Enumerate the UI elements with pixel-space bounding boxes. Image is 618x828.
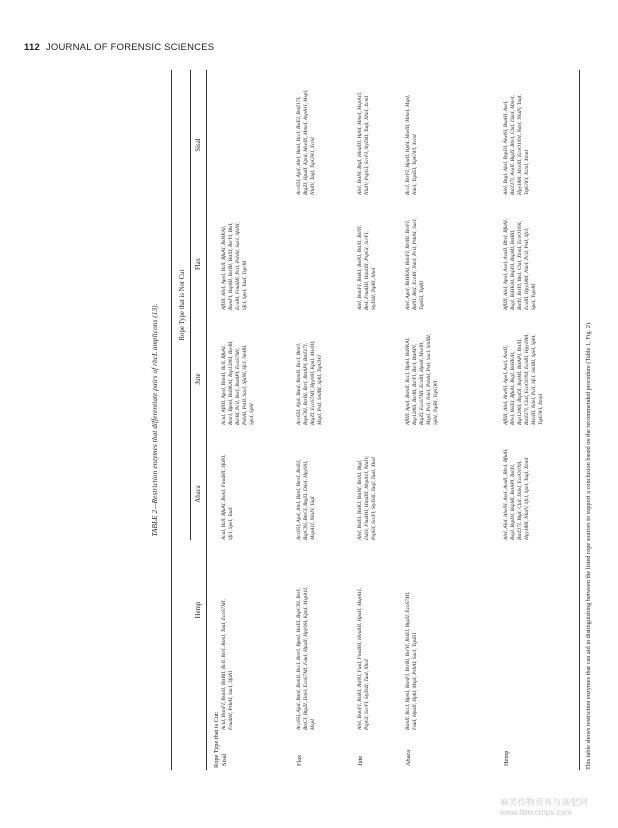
cell-jute-hemp: AleI, BsmFI, BsiKI, BstNI, FauI, Fnu4HI, HindIII, HpaII, MspA1I, PspGI, ScrFI, StyD4I, TaaI, XhoI — [357, 588, 370, 730]
cell-jute-flax: AleI, BsmFI, BstKI, BstNI, BstXI, BstYI, BtsI, Fnu4HI, HindIII, PspGI, ScrFI, StyD4I, TspRI, XhoI — [357, 225, 377, 310]
cell-hemp-jute: AflIII, AloI, AlwNI, ApoI, AseI, AvaII, BbvI, BsiEI, BfuAI, BsgI, BsHKAI, Bsp1286I, BspDI, BspMI, BstAPI, BstXI, BstZ17I, ClaI, EcoO109I, EcoRI, Hpy188I, MseIII, NdeI, PciI, SfcI, SmlBI, SpeI, SphI, TspGWI, XmnI — [503, 333, 544, 425]
running-title: JOURNAL OF FORENSIC SCIENCES — [45, 42, 215, 53]
table-title: TABLE 2—Restriction enzymes that differentiate pairs of rbcL amplicons (13). — [151, 303, 159, 537]
rotated-table-page — [150, 70, 595, 770]
row-label-sisal: Sisal — [221, 753, 228, 766]
cell-flax-sisal: Acc65I, AjuI, AleI, BanI, BccI, BsiEI, BstZ17I, BtgZI, HpaII, KpnI, MseIII, MmeI, AspA1I, MspI, NlaIV, TaqI, TspGWI, XcmI — [296, 89, 316, 195]
table-footnote: This table shows restriction enzymes that can aid in distinguishing between the listed rope sources to support a conclusion based on the recommended procedure (Table 1, Fig. 2). — [585, 321, 592, 770]
cell-abaca-sisal: BccI, BsrFI, HpaII, HphI, MseIII, MmeI, MspI, NdeI, Tsp45I, TspGWI, XcmI — [405, 94, 418, 195]
row-label-flax: Flax — [296, 754, 303, 766]
top-rule — [171, 70, 172, 770]
row-label-hemp: Hemp — [503, 750, 510, 766]
cell-abaca-flax: AleI, ApoI, BsHKAI, BsmFI, BsrBI, BsrFI, BstYI, BtsI, EcoRI, NdeI, PciI, PshAI, SacI, Tsp45I, TspRI — [405, 218, 425, 310]
page-header — [24, 42, 214, 53]
watermark — [500, 798, 618, 817]
watermark-chinese: 麻类作物营养与施肥网 — [500, 797, 589, 807]
stub-heading: Rope Type that is Cut: — [213, 711, 220, 768]
column-spanner: Rope Type that is Not Cut — [179, 269, 186, 341]
column-header-sisal: Sisal — [195, 138, 202, 152]
cell-flax-abaca: Acc65I, AjuI, AleI, BanI, BmrI, BsiEI, BspCNI, BtsCI, BtgZI, DdeI, Hpy99I, MspA1I, NlaIV, TaqI — [296, 459, 316, 540]
row-label-jute: Jute — [357, 755, 364, 766]
cell-hemp-sisal: AleI, BsgI, AloI, BspDI, AlwNI, BsaHI, AseI, BstZ17I, AvaII, BtgZI, BbvI, ClaI, DdeI, MmeI, Hpy188I, MseIII, EcoO109I, NdeI, NlaIV, TaqI, TspGWI, XcmI, XmnI — [503, 94, 530, 195]
spanner-rule — [190, 70, 191, 540]
cell-sisal-hemp: AcuI, BsmFI, BsmII, BstBII, BclI, BsrI, BsmI, TaaI, EcoS7MI, Fnu4HI, PshAI, SacI, SfaNI — [221, 599, 234, 730]
cell-hemp-flax: AflIII, AloI, ApoI, AseI, AvaII, BbvI, BfuAI, BsgI, BsHKAI, BspDI, BspMI, BstBII, BstXI, BstYI, BtsI, ClaI, XmnI, EcoO109I, EcoRI, Hpy188I, NdeI, PciI, PstI, SfcI, SpeI, TsprRI — [503, 219, 537, 310]
cell-sisal-flax: AflIII, AloI, ApoI, BclI, BfuAI, BsHKAI, BsmFI, BspMI, BsrBI, BstXI, BsrYI, BtsI, EcoRI, Fnu4HI, PciI, PshAI, SacI, SfaNI, SfcI, SpeI, TaaI, TsprRI — [221, 222, 248, 310]
column-header-hemp: Hemp — [195, 601, 202, 619]
cell-sisal-jute: AcuI, AflIII, ApoI, BsmII, BclI, BfuAI, BmrI, BpmI, BsHKAI, Bsp1286I, BsrBI, BsrBI, PciI, BsrI, BstAPI, EcoS7MI, PshAI, PstII, SacI, SfaNI, SfcI, SmlBI, SpeI, SphI — [221, 340, 255, 425]
cell-abaca-jute: AflIII, ApoI, BsmII, BccI, BpmI, BsHKAI, Bsp1286I, BsrBI, BsrFI, BsrI, BstAPI, BtgZI, EcoS7MI, EcoRI, HpaII, MseIII, MspI, PciI, NdeI, PshAI, PstI, SacI, SmlBI, SphI, TspRI, TspGWI — [405, 333, 439, 425]
cell-jute-abaca: AleI, BsiEI, BstKI, BstNI, BstXI, BtgI, DdeI, Fnu4HI, HindIII, MspA1I, NlaIV, PspGI, ScrFI, StyD4I, TaqI, TaaI, XhoI — [357, 456, 377, 540]
cell-flax-jute: Acc65I, AjuI, BanI, BsmII, BccI, BmrI, BspCNI, BsrBI, BsrI, BstAPI, BstZ17I, BtgZI, EcoS7MI, Hpy99I, KpnI, MseIII, MspI, PstI, SmlBI, SphI, TspGWI — [296, 340, 323, 425]
header-rule — [206, 70, 207, 770]
cell-sisal-abaca: AcuI, BclI, BfuAI, BsmI, Fnu4HI, SfaNI, SfcI, SpeI, TaaI — [221, 454, 234, 540]
column-header-abaca: Abaca — [195, 485, 202, 503]
bottom-rule — [579, 70, 580, 770]
page-number: 112 — [24, 42, 40, 53]
watermark-url: www.fibercrops.com — [500, 807, 572, 817]
cell-flax-hemp: Acc65I, AjuI, BanI, BsmII, BccI, BmrI, BpmI, BsiEI, BspCNI, BsrI, BtsCI, BtgZI, DdeI, EcoS7MI, FauI, HpaII, Hpy99I, KpnI, MspA1I, MspI — [296, 586, 316, 730]
cell-jute-sisal: AleI, BstNI, BtgI, HindIII, HphI, MmeI, MspA1I, NlaIV, PspGI, ScrFI, StyD4I, TaqI, XhoI, XcmI — [357, 91, 370, 195]
cell-abaca-hemp: BsmII, BccI, BpmI, BsmFI, BsrBI, BsrYI, BsiEI, BtgZI, EcoS7MI, FauI, HpaII, HphI, MspI, PshAI, SacI, Tsp45I — [405, 591, 418, 730]
column-header-jute: Jute — [195, 373, 202, 385]
row-label-abaca: Abaca — [405, 749, 412, 766]
cell-hemp-abaca: AleI, AloI, AlwNI, AseI, AvaII, BbvI, BfuAI, BsgI, BspDI, BspMI, BstAPI, BstXI, BstZ17I, BtgI, ClaI, DdeI, EcoO109I, Hpy188I, NlaIV, SfcI, SpeI, TaqI, XmnI — [503, 448, 530, 540]
column-header-flax: Flax — [195, 257, 202, 271]
